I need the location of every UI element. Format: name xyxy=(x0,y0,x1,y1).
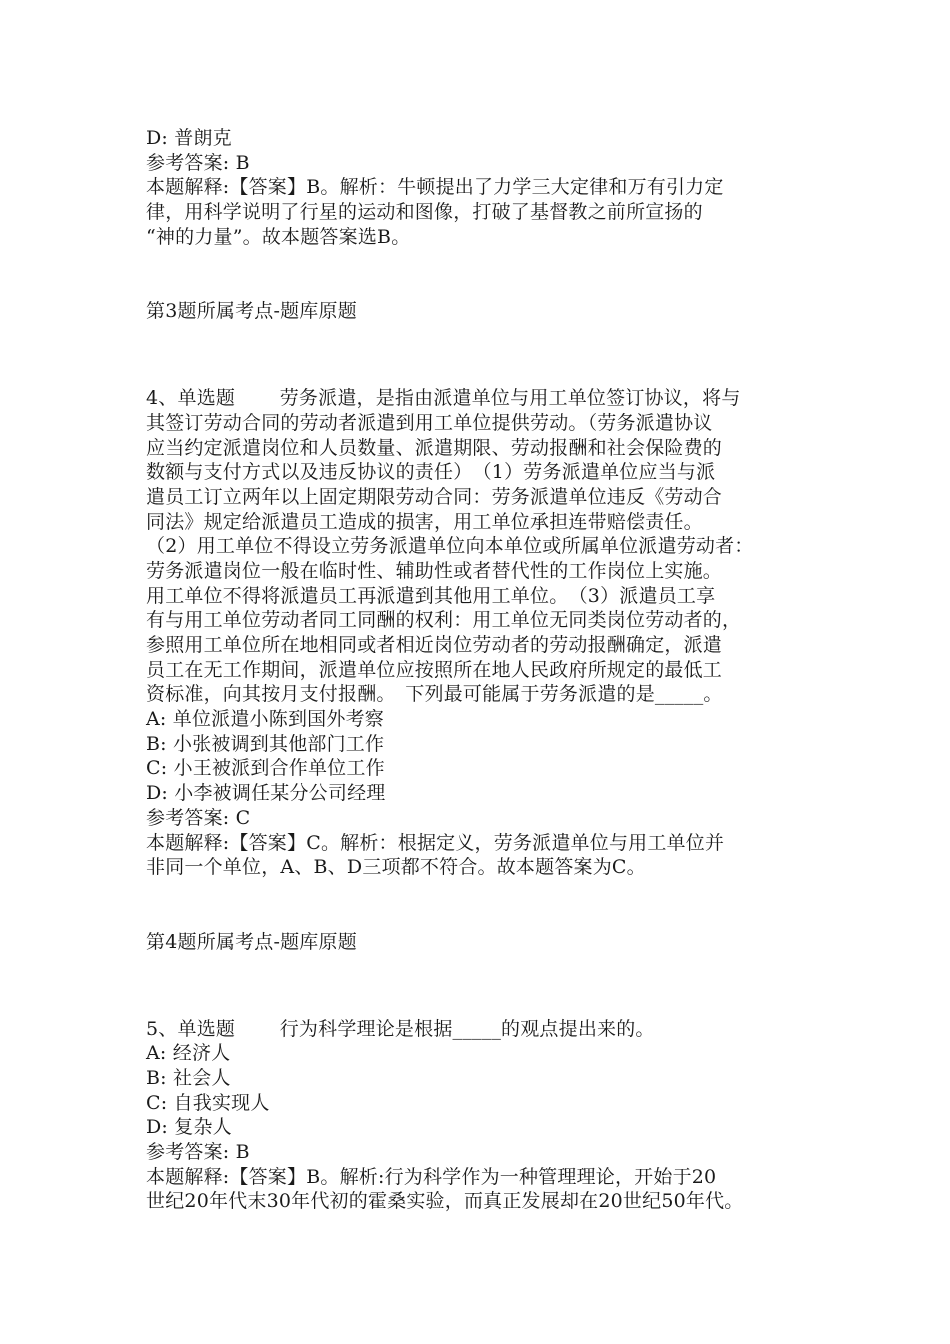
q4-stem-line: 其签订劳动合同的劳动者派遣到用工单位提供劳动。（劳务派遣协议 xyxy=(146,411,713,434)
q5-option-b: B: 社会人 xyxy=(146,1066,231,1089)
document-page xyxy=(146,126,826,1214)
q5-stem-line: 5、单选题 行为科学理论是根据_____的观点提出来的。 xyxy=(146,1017,655,1040)
q4-stem-line: 资标准，向其按月支付报酬。 下列最可能属于劳务派遣的是_____。 xyxy=(146,683,723,706)
spacer xyxy=(146,880,826,930)
q4-stem-line: 参照用工单位所在地相同或者相近岗位劳动者的劳动报酬确定，派遣 xyxy=(146,634,723,656)
q4-option-c: C: 小王被派到合作单位工作 xyxy=(146,757,385,780)
spacer xyxy=(146,249,826,299)
spacer xyxy=(146,1005,826,1017)
q5-explanation-line: 本题解释:【答案】B。解析:行为科学作为一种管理理论，开始于20 xyxy=(146,1165,717,1188)
q3-explanation-line: 律，用科学说明了行星的运动和图像，打破了基督教之前所宣扬的 xyxy=(146,201,703,224)
question-5 xyxy=(146,1017,826,1215)
q4-stem-line: 同法》规定给派遣员工造成的损害，用工单位承担连带赔偿责任。 xyxy=(146,510,703,533)
q3-option-d: D: 普朗克 xyxy=(146,127,232,149)
q5-option-d: D: 复杂人 xyxy=(146,1116,232,1139)
q4-stem-line: 遣员工订立两年以上固定期限劳动合同：劳务派遣单位违反《劳动合 xyxy=(146,485,723,508)
q4-explanation-line: 本题解释:【答案】C。解析：根据定义，劳务派遣单位与用工单位并 xyxy=(146,831,725,854)
q5-option-c: C: 自我实现人 xyxy=(146,1091,270,1114)
spacer xyxy=(146,374,826,386)
q4-option-d: D: 小李被调任某分公司经理 xyxy=(146,782,386,805)
q4-stem-line: （2）用工单位不得设立劳务派遣单位向本单位或所属单位派遣劳动者： xyxy=(146,535,754,558)
q4-stem-line: 4、单选题 劳务派遣，是指由派遣单位与用工单位签订协议，将与 xyxy=(146,387,741,410)
q4-stem-line: 用工单位不得将派遣员工再派遣到其他用工单位。 （3）派遣员工享 xyxy=(146,584,716,607)
q3-explanation-line: 本题解释:【答案】B。解析：牛顿提出了力学三大定律和万有引力定 xyxy=(146,176,724,199)
q4-stem-line: 员工在无工作期间，派遣单位应按照所在地人民政府所规定的最低工 xyxy=(146,658,723,681)
q4-stem-line: 劳务派遣岗位一般在临时性、辅助性或者替代性的工作岗位上实施。 xyxy=(146,559,723,582)
q5-answer: 参考答案: B xyxy=(146,1141,250,1163)
q3-explanation-line: “神的力量”。故本题答案选B。 xyxy=(146,225,411,248)
q4-option-a: A: 单位派遣小陈到国外考察 xyxy=(146,708,384,731)
q3-answer: 参考答案: B xyxy=(146,151,250,174)
q5-option-a: A: 经济人 xyxy=(146,1042,231,1065)
spacer xyxy=(146,324,826,374)
q4-answer: 参考答案: C xyxy=(146,806,251,829)
spacer xyxy=(146,955,826,1005)
q4-stem-line: 有与用工单位劳动者同工同酬的权利：用工单位无同类岗位劳动者的， xyxy=(146,609,742,632)
q4-explanation-line: 非同一个单位，A、B、D三项都不符合。故本题答案为C。 xyxy=(146,856,646,879)
question-4 xyxy=(146,386,826,880)
q4-stem-line: 应当约定派遣岗位和人员数量、派遣期限、劳动报酬和社会保险费的 xyxy=(146,436,723,459)
question-3-tail xyxy=(146,126,826,249)
q4-stem-line: 数额与支付方式以及违反协议的责任） （1）劳务派遣单位应当与派 xyxy=(146,461,716,484)
q5-explanation-line: 世纪20年代末30年代初的霍桑实验，而真正发展却在20世纪50年代。 xyxy=(146,1190,744,1213)
q4-topic: 第4题所属考点-题库原题 xyxy=(146,930,357,953)
q3-topic: 第3题所属考点-题库原题 xyxy=(146,300,357,323)
q4-option-b: B: 小张被调到其他部门工作 xyxy=(146,732,385,755)
